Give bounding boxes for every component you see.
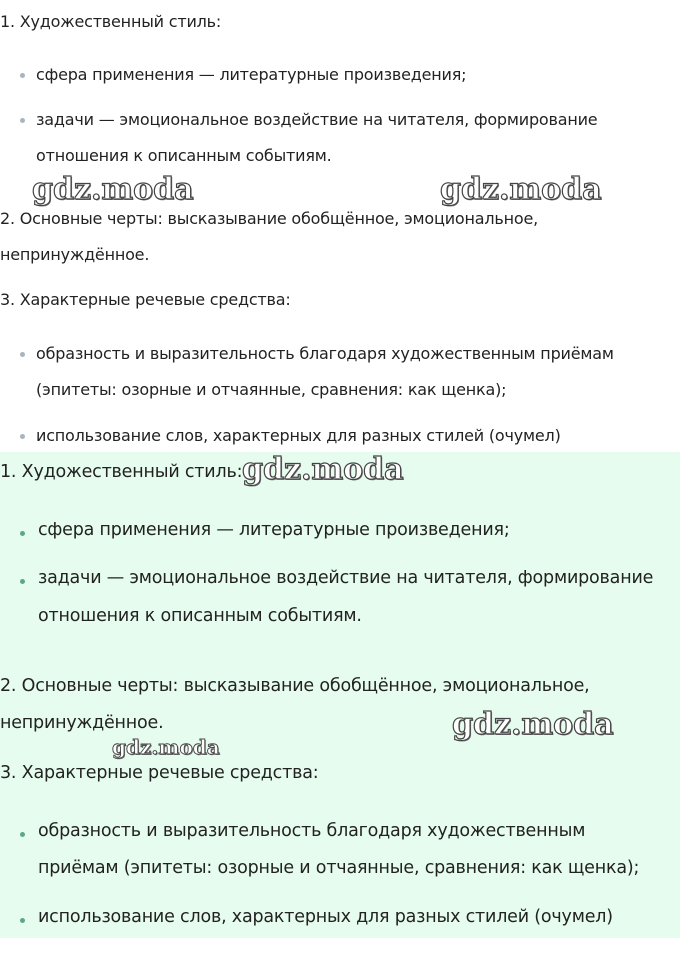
bullet-tasks-line1: задачи — эмоциональное воздействие на читателя, формирование: [38, 568, 654, 588]
heading-features-line1: 2. Основные черты: высказывание обобщённое, эмоциональное,: [0, 209, 538, 228]
heading-speech-means: 3. Характерные речевые средства:: [0, 763, 319, 783]
bullet-dot: [20, 531, 25, 536]
watermark: gdz.moda: [452, 707, 614, 742]
bullet-dot: [20, 434, 25, 439]
bullet-dot: [20, 118, 25, 123]
watermark: gdz.moda: [112, 735, 220, 759]
bullet-imagery-line1: образность и выразительность благодаря художественным приёмам: [36, 344, 614, 363]
heading-features-line2: непринуждённое.: [0, 245, 150, 264]
heading-features-line1: 2. Основные черты: высказывание обобщённое, эмоциональное,: [0, 676, 590, 696]
answer-block-bottom: [0, 452, 680, 938]
bullet-sphere: сфера применения — литературные произведения;: [38, 520, 510, 540]
bullet-tasks-line1: задачи — эмоциональное воздействие на читателя, формирование: [36, 110, 598, 129]
heading-features-line2: непринуждённое.: [0, 713, 164, 733]
bullet-tasks-line2: отношения к описанным событиям.: [38, 606, 362, 626]
heading-style: 1. Художественный стиль:: [0, 12, 222, 31]
bullet-imagery-line1: образность и выразительность благодаря художественным: [38, 821, 586, 841]
heading-style: 1. Художественный стиль:: [0, 462, 243, 482]
watermark: gdz.moda: [32, 172, 194, 207]
bullet-words: использование слов, характерных для разных стилей (очумел): [36, 426, 561, 445]
bullet-words: использование слов, характерных для разных стилей (очумел): [38, 907, 613, 927]
bullet-dot: [20, 73, 25, 78]
bullet-dot: [20, 832, 25, 837]
watermark: gdz.moda: [242, 452, 404, 487]
bullet-tasks-line2: отношения к описанным событиям.: [36, 146, 332, 165]
bullet-dot: [20, 579, 25, 584]
bullet-imagery-line2: приёмам (эпитеты: озорные и отчаянные, сравнения: как щенка);: [38, 858, 640, 878]
answer-block-top: [0, 0, 680, 452]
bullet-sphere: сфера применения — литературные произведения;: [36, 65, 467, 84]
heading-speech-means: 3. Характерные речевые средства:: [0, 290, 291, 309]
watermark: gdz.moda: [440, 172, 602, 207]
bullet-dot: [20, 352, 25, 357]
bullet-dot: [20, 918, 25, 923]
bullet-imagery-line2: (эпитеты: озорные и отчаянные, сравнения: как щенка);: [36, 380, 507, 399]
